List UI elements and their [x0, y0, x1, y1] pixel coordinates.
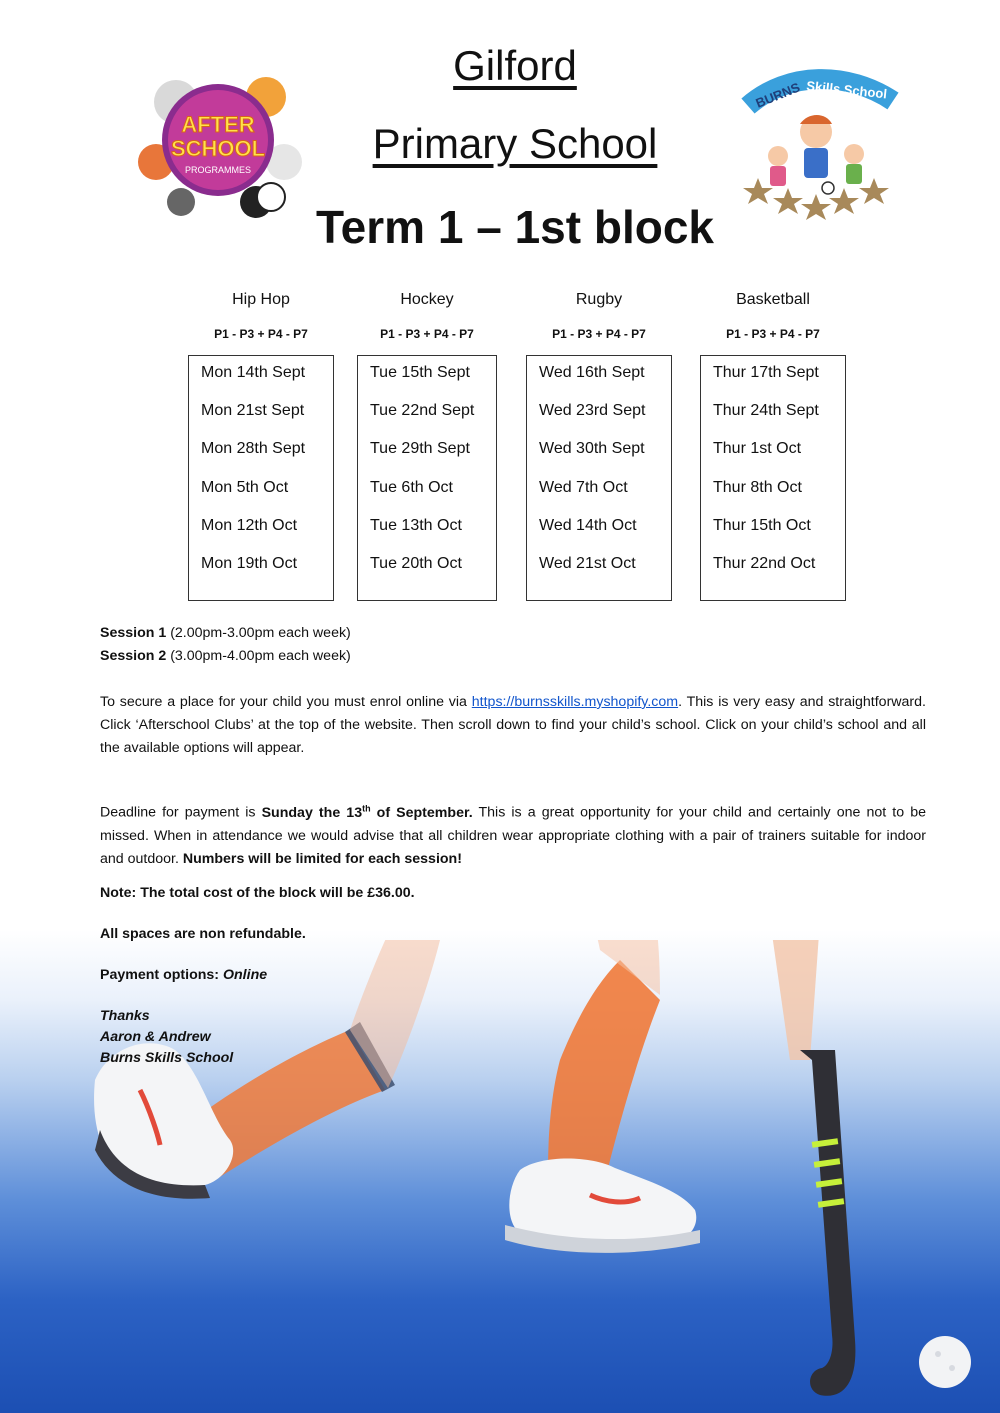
session-date: Wed 16th Sept	[539, 364, 645, 381]
deadline-date	[262, 805, 473, 821]
session-date: Wed 21st Oct	[539, 554, 636, 572]
session-date: Thur 24th Sept	[713, 402, 819, 420]
session-times	[100, 622, 926, 668]
signoff	[100, 1006, 926, 1069]
logo-right-word2: Skills School	[805, 78, 888, 102]
schedule-column-hockey	[357, 288, 497, 572]
schedule-column-rugby	[526, 288, 672, 572]
deadline-date-suffix: th	[362, 803, 371, 813]
limited-notice: Numbers will be limited for each session!	[182, 850, 462, 867]
session-2	[100, 645, 926, 668]
session-date: Mon 21st Sept	[201, 402, 305, 420]
session-date: Tue 15th Sept	[370, 364, 470, 381]
session-time: (2.00pm-3.00pm each week)	[166, 625, 351, 641]
school-name-line2: Primary School	[372, 120, 658, 167]
payment-label: Payment options:	[100, 967, 223, 983]
logo-right-word1: BURNS	[753, 79, 802, 111]
refund-note: All spaces are non refundable.	[100, 926, 306, 942]
session-date: Thur 8th Oct	[713, 478, 802, 496]
session-date: Tue 20th Oct	[370, 554, 462, 572]
session-date: Mon 5th Oct	[201, 478, 289, 496]
payment-options	[100, 964, 926, 987]
deadline-details: This is a great opportunity for your child and certainly one not to be missed. When in attendance we would advise that all children wear appropriate clothing with a pair of trainers suitable for indoor and outdoor.	[100, 804, 926, 867]
session-date: Thur 22nd Oct	[713, 554, 816, 572]
session-date: Mon 12th Oct	[201, 516, 298, 534]
session-date: Tue 13th Oct	[370, 516, 462, 534]
dates-box	[700, 355, 846, 601]
school-name-line1: Gilford	[453, 42, 577, 89]
term-title: Term 1 – 1st block	[316, 201, 714, 253]
session-date: Wed 30th Sept	[539, 440, 645, 458]
deadline-intro: Deadline for payment is	[100, 804, 262, 821]
session-date: Thur 15th Oct	[713, 516, 811, 534]
signoff-names: Aaron & Andrew	[100, 1029, 211, 1045]
sport-name: Basketball	[736, 291, 810, 308]
logo-left-word1: AFTER	[181, 112, 255, 137]
signoff-thanks: Thanks	[100, 1008, 150, 1024]
session-date: Wed 7th Oct	[539, 478, 628, 496]
deadline-date-day: Sunday the 13	[261, 804, 363, 821]
session-date: Mon 19th Oct	[201, 554, 298, 572]
session-label: Session 1	[100, 625, 167, 641]
logo-left-word2: SCHOOL	[170, 136, 266, 161]
session-date: Wed 23rd Sept	[539, 402, 646, 420]
schedule-column-basketball	[700, 288, 846, 572]
dates-box	[357, 355, 497, 601]
sport-name: Hockey	[400, 291, 454, 308]
year-groups: P1 - P3 + P4 - P7	[726, 327, 820, 341]
session-date: Wed 14th Oct	[539, 516, 637, 534]
session-1	[100, 622, 926, 645]
payment-value: Online	[222, 967, 268, 983]
session-date: Mon 14th Sept	[201, 364, 306, 381]
deadline-date-month: of September.	[370, 804, 473, 821]
session-date: Thur 1st Oct	[713, 440, 802, 458]
session-date: Tue 6th Oct	[370, 478, 453, 496]
deadline-paragraph	[100, 797, 926, 871]
enrol-paragraph	[100, 691, 926, 760]
shop-link[interactable]: https://burnsskills.myshopify.com	[471, 694, 679, 710]
logo-left-word3: PROGRAMMES	[184, 165, 252, 175]
enrol-instructions: . This is very easy and straightforward. Click ‘Afterschool Clubs’ at the top of the website. Then scroll down to find your child’s school. Click on your child’s school and all the available options will appear.	[100, 694, 926, 756]
year-groups: P1 - P3 + P4 - P7	[380, 327, 474, 341]
dates-box	[526, 355, 672, 601]
sport-name: Hip Hop	[232, 291, 290, 308]
year-groups: P1 - P3 + P4 - P7	[552, 327, 646, 341]
signoff-organisation: Burns Skills School	[100, 1050, 234, 1066]
dates-box	[188, 355, 334, 601]
session-date: Tue 29th Sept	[370, 440, 470, 458]
schedule-column-hip-hop	[188, 288, 334, 572]
session-time: (3.00pm-4.00pm each week)	[166, 648, 351, 664]
sport-name: Rugby	[575, 291, 623, 308]
session-label: Session 2	[100, 648, 167, 664]
session-date: Thur 17th Sept	[713, 364, 819, 381]
cost-note: Note: The total cost of the block will be £36.00.	[100, 885, 415, 901]
session-date: Tue 22nd Sept	[370, 402, 475, 420]
enrol-intro: To secure a place for your child you must enrol online via	[100, 694, 472, 710]
session-date: Mon 28th Sept	[201, 440, 306, 458]
year-groups: P1 - P3 + P4 - P7	[214, 327, 308, 341]
